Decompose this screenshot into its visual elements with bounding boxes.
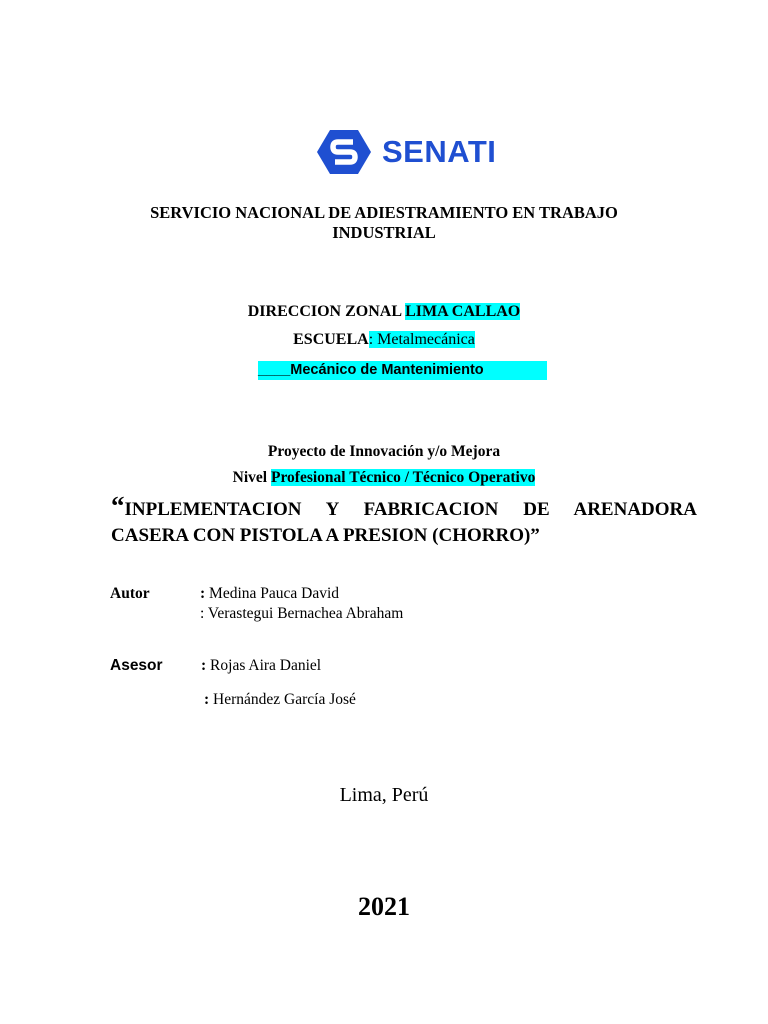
carrera-value: Mecánico de Mantenimiento — [290, 362, 484, 378]
nivel-value: Profesional Técnico / Técnico Operativo — [270, 469, 536, 486]
proyecto-type: Proyecto de Innovación y/o Mejora — [267, 443, 501, 460]
autor-label: Autor — [110, 585, 150, 602]
nivel-label: Nivel — [232, 469, 271, 486]
project-title — [111, 491, 697, 549]
carrera-prefix: ____ — [258, 362, 291, 378]
nivel — [0, 469, 768, 487]
senati-logo-icon — [316, 128, 372, 176]
title-open-quote: “ — [111, 491, 125, 521]
place: Lima, Perú — [339, 784, 429, 806]
autor-name-1 — [200, 585, 339, 603]
carrera — [258, 361, 547, 380]
institution-line-2: INDUSTRIAL — [332, 223, 436, 242]
direccion-label: DIRECCION ZONAL — [247, 303, 406, 320]
institution-line-1: SERVICIO NACIONAL DE ADIESTRAMIENTO EN TRABAJO — [150, 203, 618, 222]
senati-logo — [316, 127, 496, 177]
escuela-label: ESCUELA — [293, 331, 369, 348]
direccion-value: LIMA CALLAO — [405, 303, 521, 320]
asesor-name-2: : Hernández García José — [204, 691, 356, 708]
direccion-zonal — [0, 303, 768, 321]
autor-name-1-text: : Medina Pauca David — [200, 585, 340, 602]
logo-text: SENATI — [382, 134, 497, 169]
escuela — [0, 331, 768, 349]
asesor-label: Asesor — [110, 657, 163, 674]
asesor-name-1: : Rojas Aira Daniel — [201, 657, 322, 674]
escuela-value: : Metalmecánica — [368, 331, 475, 348]
autor-name-2: : Verastegui Bernachea Abraham — [200, 605, 404, 622]
title-line-1: INPLEMENTACION Y FABRICACION DE ARENADORA — [124, 499, 697, 520]
institution-name — [0, 203, 768, 243]
year: 2021 — [358, 892, 410, 921]
title-line-2: CASERA CON PISTOLA A PRESION (CHORRO)” — [111, 525, 540, 546]
